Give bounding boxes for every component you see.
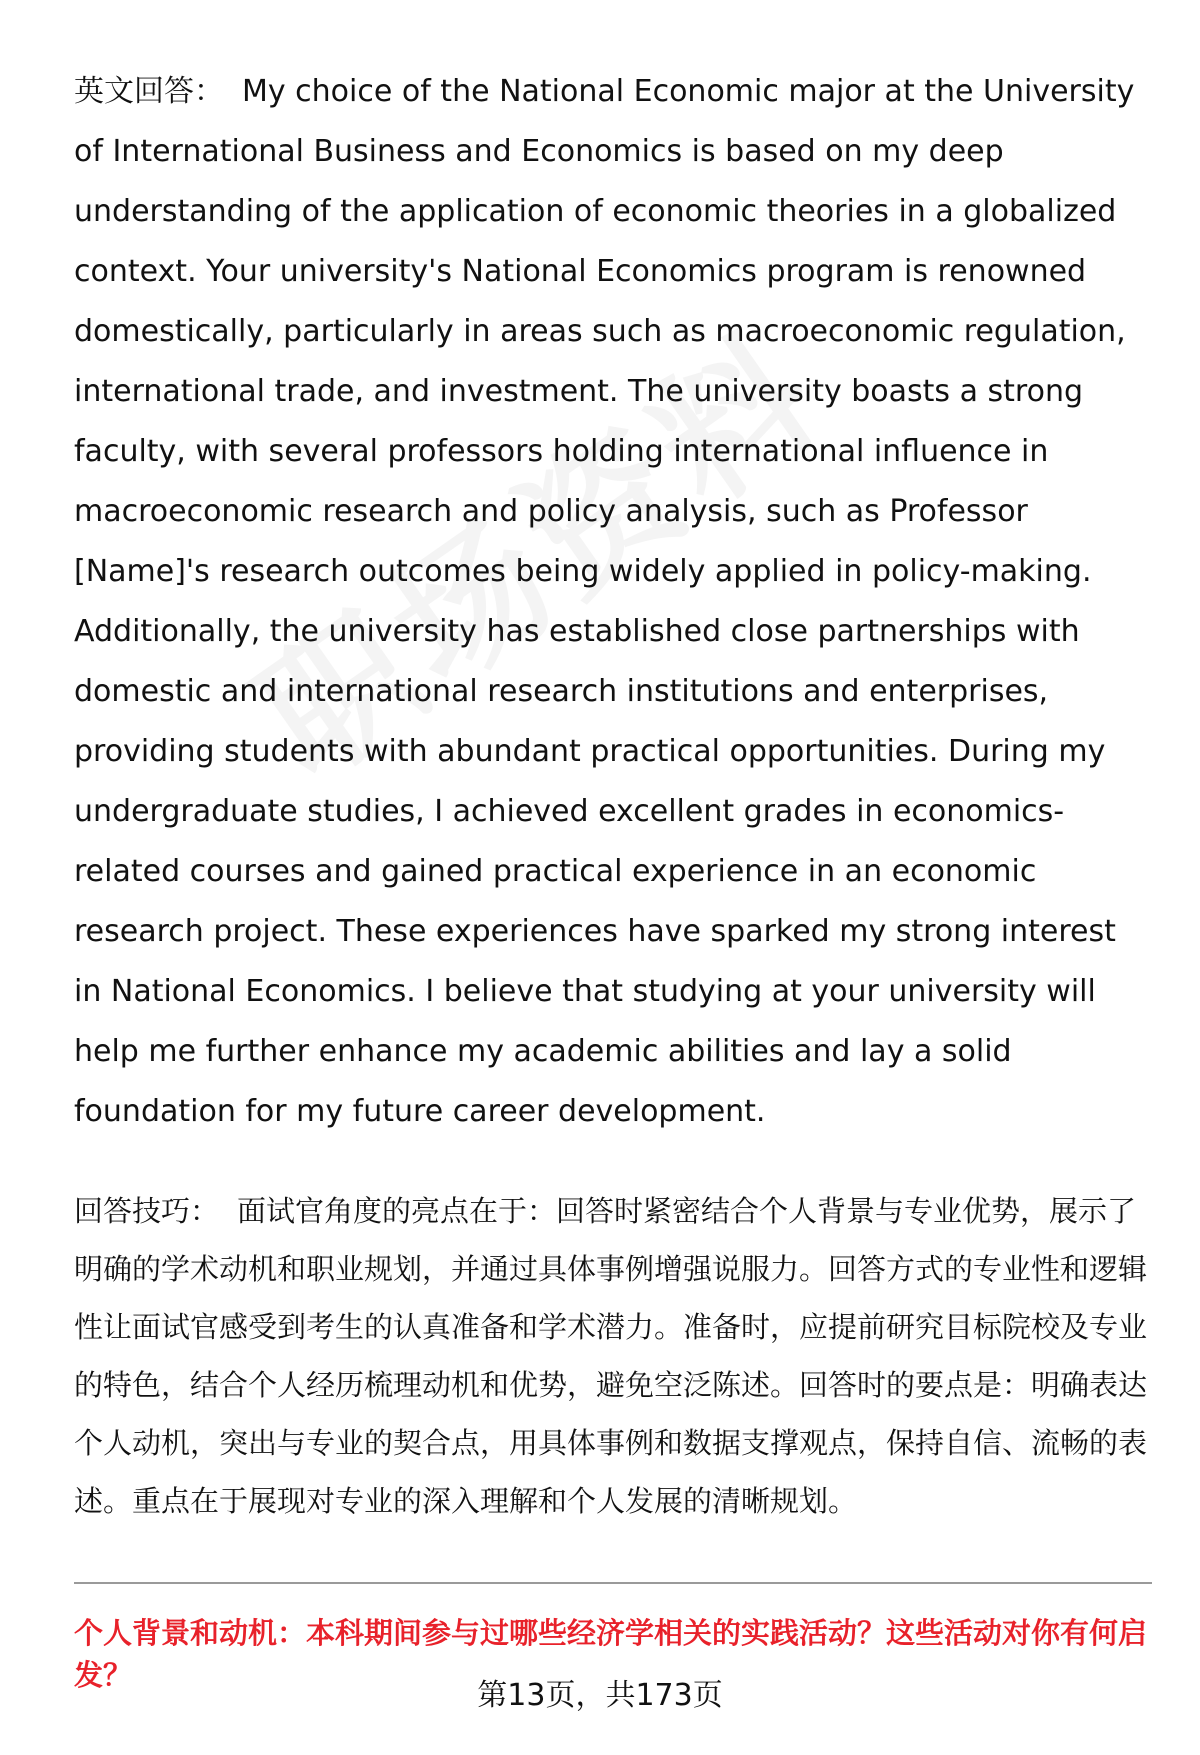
page-number-footer: 第13页，共173页 xyxy=(477,1678,723,1713)
answer-tips-label: 回答技巧： xyxy=(74,1194,220,1228)
answer-tips-paragraph xyxy=(74,1182,1152,1530)
english-answer-label: 英文回答： xyxy=(74,74,224,109)
page-content xyxy=(74,62,1152,1696)
answer-tips-text: 面试官角度的亮点在于：回答时紧密结合个人背景与专业优势，展示了明确的学术动机和职业规划，并通过具体事例增强说服力。回答方式的专业性和逻辑性让面试官感受到考生的认真准备和学术潜力。准备时，应提前研究目标院校及专业的特色，结合个人经历梳理动机和优势，避免空泛陈述。回答时的要点是：明确表达个人动机，突出与专业的契合点，用具体事例和数据支撑观点，保持自信、流畅的表述。重点在于展现对专业的深入理解和个人发展的清晰规划。 xyxy=(74,1194,1148,1518)
section-divider xyxy=(74,1582,1152,1584)
english-answer-paragraph xyxy=(74,62,1152,1142)
next-question-heading: 个人背景和动机：本科期间参与过哪些经济学相关的实践活动？这些活动对你有何启发？ xyxy=(74,1616,1148,1692)
english-answer-text: My choice of the National Economic major at the University of International Business and Economics is based on my deep understanding of the application of economic theories in a globalized context. Your university's National Economics program is renowned domestically, particularly in areas such as macroeconomic regulation, international trade, and investment. The university boasts a strong faculty, with several professors holding international influence in macroeconomic research and policy analysis, such as Professor [Name]'s research outcomes being widely applied in policy-making. Additionally, the university has established close partnerships with domestic and international research institutions and enterprises, providing students with abundant practical opportunities. During my undergraduate studies, I achieved excellent grades in economics-related courses and gained practical experience in an economic research project. These experiences have sparked my strong interest in National Economics. I believe that studying at your university will help me further enhance my academic abilities and lay a solid foundation for my future career development. xyxy=(74,74,1135,1129)
